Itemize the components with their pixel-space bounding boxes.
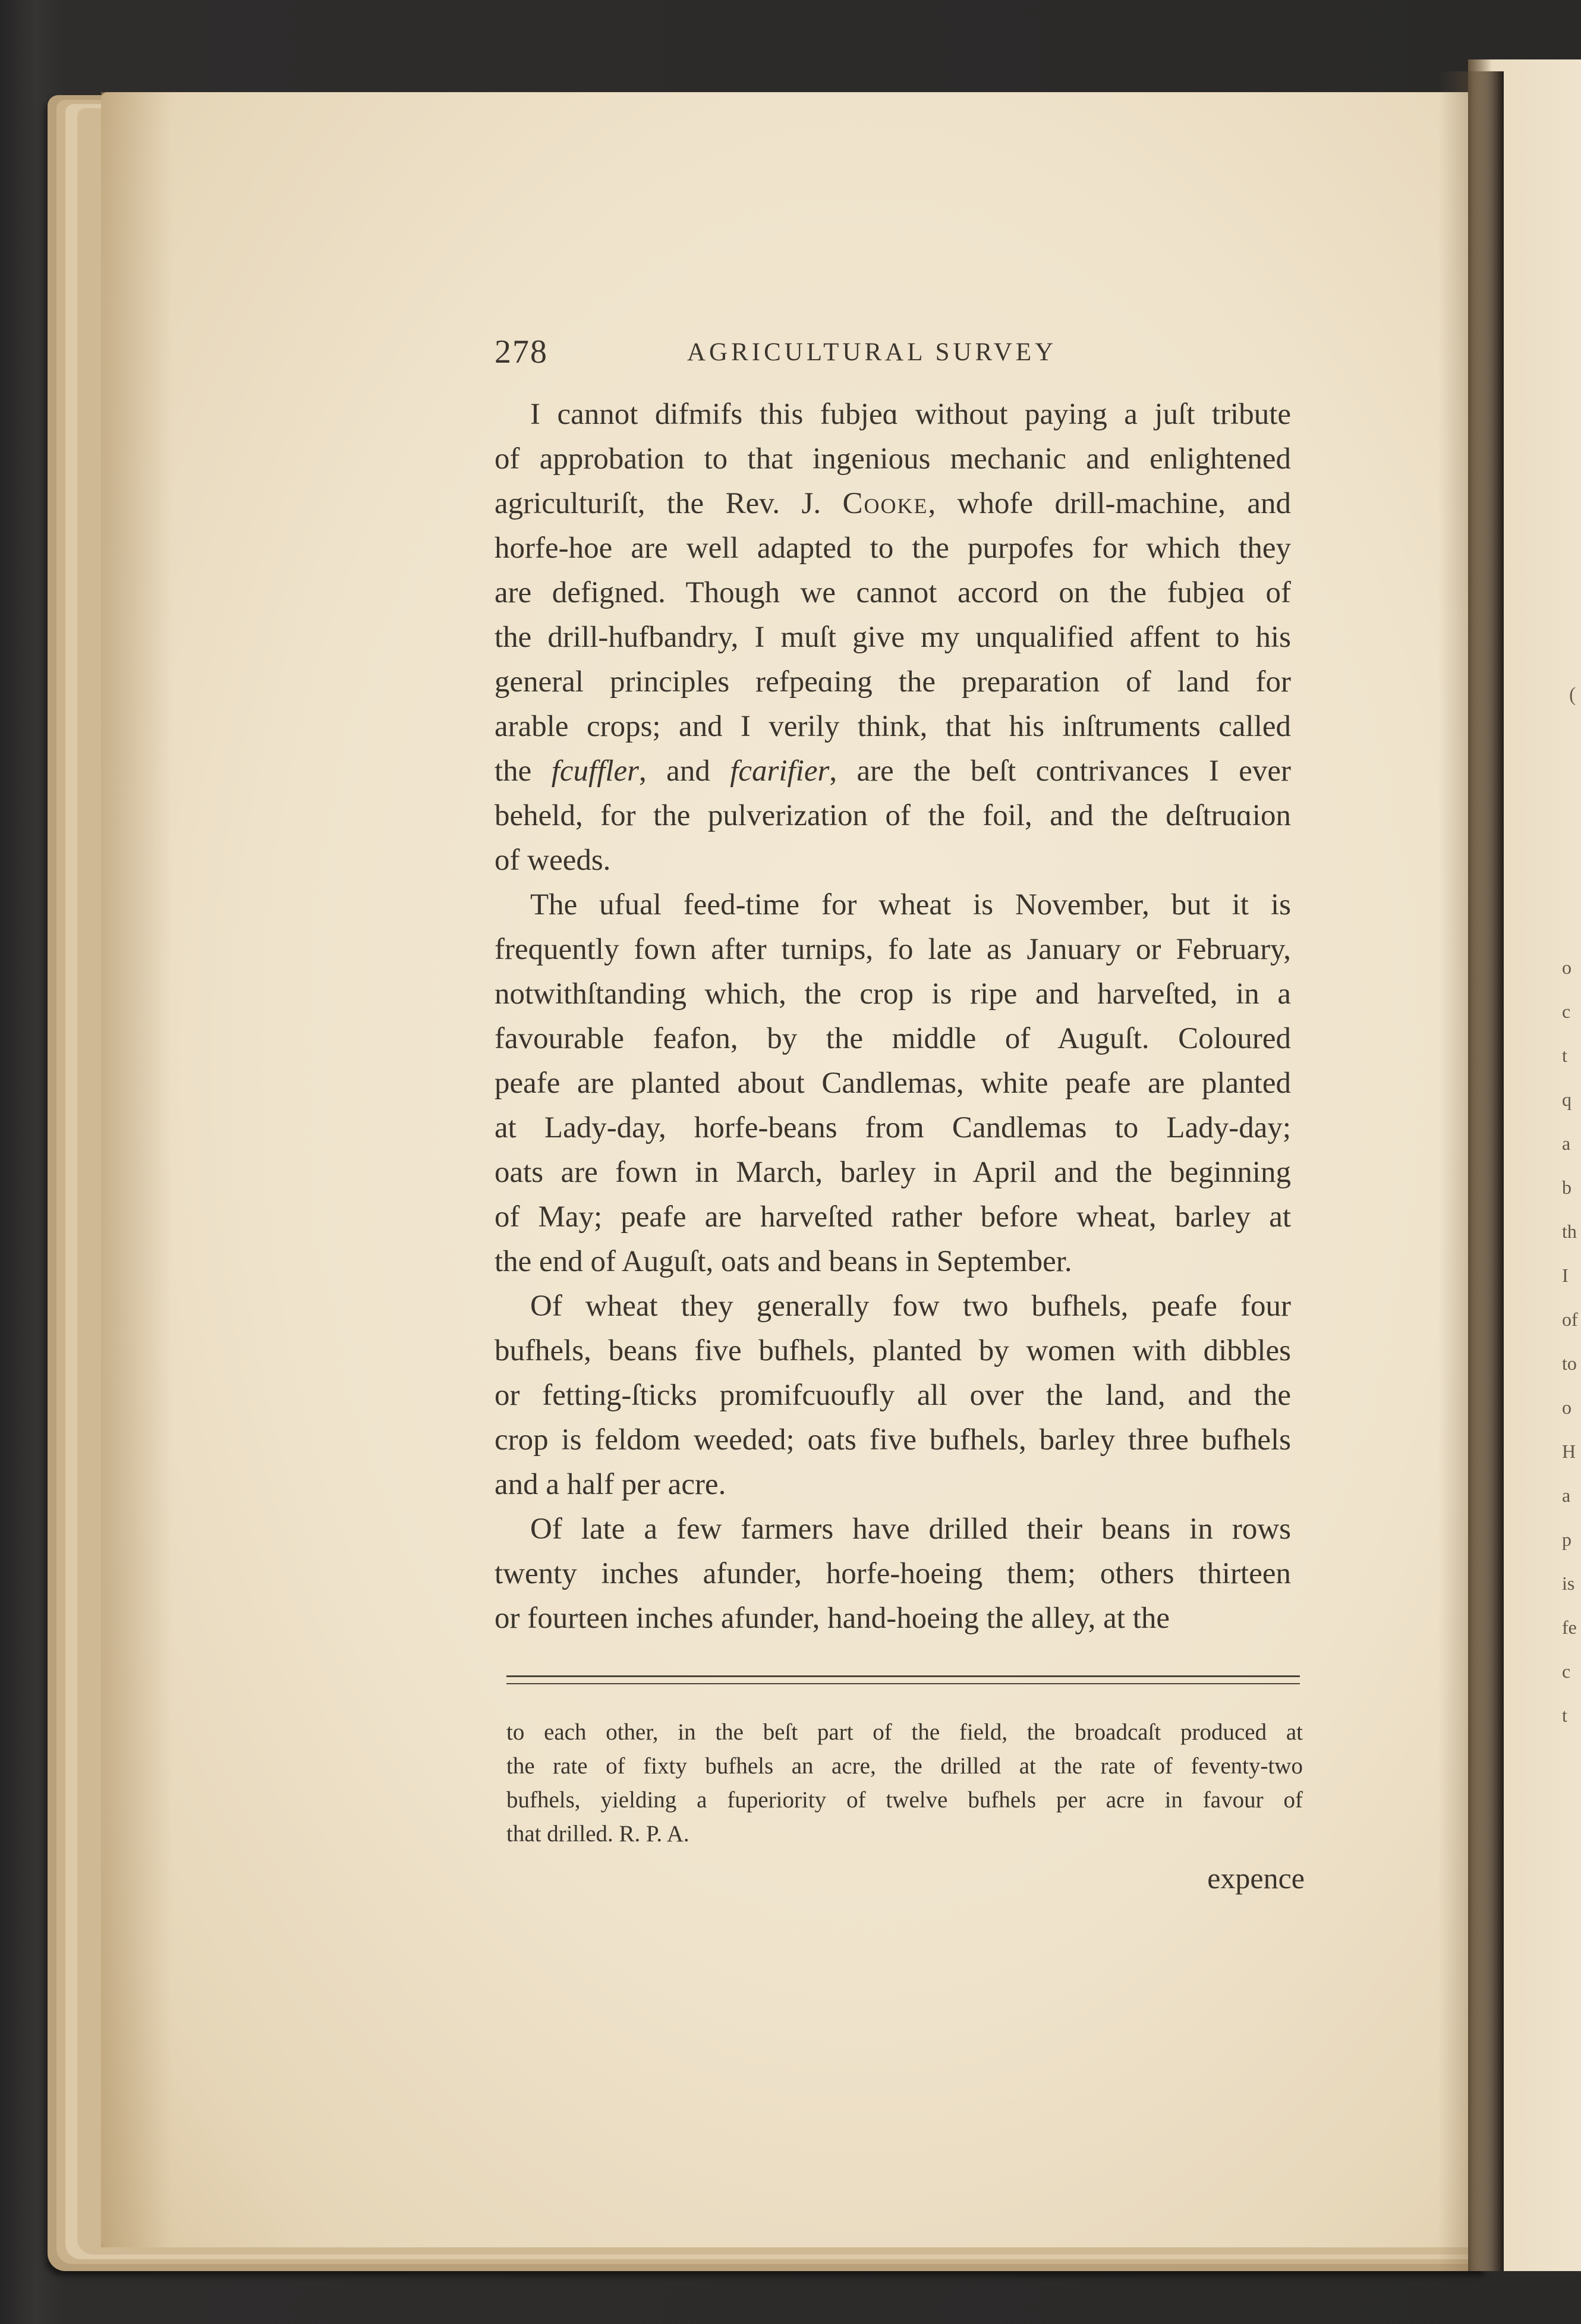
italic-term: fcuffler bbox=[551, 754, 640, 788]
paragraph bbox=[495, 1507, 1291, 1641]
text-line: favourable feafon, by the middle of Auguſt. Coloured bbox=[495, 1022, 1291, 1055]
text-line: notwithſtanding which, the crop is ripe and harveſted, in a bbox=[495, 977, 1291, 1011]
facing-page-fragment: ( bbox=[1569, 684, 1576, 706]
facing-page-fragment: H bbox=[1562, 1441, 1576, 1462]
text-line: the drill-hufbandry, I muſt give my unqualified affent to his bbox=[495, 621, 1291, 654]
footnote-rule bbox=[506, 1675, 1300, 1684]
facing-page-fragment: b bbox=[1562, 1177, 1571, 1198]
text-line: or fourteen inches afunder, hand-hoeing the alley, at the bbox=[495, 1602, 1170, 1635]
text-line: beheld, for the pulverization of the foil, and the deſtruɑion bbox=[495, 799, 1291, 832]
text-line: agriculturiſt, the Rev. J. Cooke, whofe drill-machine, and bbox=[495, 487, 1292, 520]
text-line: of weeds. bbox=[495, 844, 611, 877]
facing-page-fragment: of bbox=[1562, 1309, 1578, 1330]
text-line: and a half per acre. bbox=[495, 1468, 726, 1501]
facing-page-fragment: o bbox=[1562, 1397, 1571, 1418]
text-line: The ufual feed-time for wheat is November, but it is bbox=[530, 888, 1291, 922]
text-line: horfe-hoe are well adapted to the purpofes for which they bbox=[495, 532, 1291, 565]
facing-page-shadow bbox=[1468, 59, 1492, 2271]
text-line: are defigned. Though we cannot accord on the fubjeɑ of bbox=[495, 576, 1291, 609]
catchword: expence bbox=[1207, 1861, 1305, 1895]
facing-page-fragment: a bbox=[1562, 1485, 1571, 1506]
facing-page-fragment: a bbox=[1562, 1133, 1571, 1154]
text-line: the fcuffler, and fcarifier, are the beſt contrivances I ever bbox=[495, 754, 1292, 788]
text-line: the end of Auguſt, oats and beans in September. bbox=[495, 1245, 1072, 1278]
text-line: general principles refpeɑing the preparation of land for bbox=[495, 665, 1291, 699]
italic-term: fcarifier bbox=[730, 754, 830, 788]
small-caps-name: Cooke bbox=[842, 487, 928, 520]
facing-page-fragment: p bbox=[1562, 1529, 1571, 1550]
running-title: AGRICULTURAL SURVEY bbox=[687, 338, 1057, 366]
text-line: at Lady-day, horfe-beans from Candlemas to Lady-day; bbox=[495, 1111, 1291, 1144]
page-number: 278 bbox=[495, 334, 548, 370]
facing-page-fragment: o bbox=[1562, 957, 1571, 978]
facing-page-fragment: t bbox=[1562, 1705, 1567, 1726]
text-line: of May; peafe are harveſted rather before wheat, barley at bbox=[495, 1200, 1291, 1234]
footnote bbox=[506, 1715, 1303, 1851]
facing-page-fragment: to bbox=[1562, 1353, 1577, 1374]
facing-page-fragment: fe bbox=[1562, 1617, 1577, 1638]
facing-page-fragment: I bbox=[1562, 1265, 1569, 1286]
footnote-line: the rate of fixty bufhels an acre, the drilled at the rate of feventy-two bbox=[506, 1753, 1303, 1779]
text-line: or fetting-ſticks promifcuoufly all over the land, and the bbox=[495, 1379, 1291, 1412]
page-edge-shading bbox=[101, 92, 172, 2247]
facing-page-fragment: q bbox=[1562, 1089, 1571, 1110]
text-line: frequently fown after turnips, fo late as January or February, bbox=[495, 933, 1291, 966]
running-head bbox=[495, 333, 1303, 369]
facing-page-fragment: c bbox=[1562, 1661, 1571, 1682]
facing-page-text-fragments bbox=[1562, 945, 1581, 1737]
text-line: bufhels, beans five bufhels, planted by women with dibbles bbox=[495, 1334, 1291, 1367]
body-text bbox=[495, 392, 1291, 1641]
facing-page-fragment: c bbox=[1562, 1001, 1571, 1022]
text-line: I cannot difmifs this fubjeɑ without paying a juſt tribute bbox=[530, 398, 1291, 431]
paragraph bbox=[495, 1284, 1291, 1507]
text-line: Of late a few farmers have drilled their beans in rows bbox=[530, 1512, 1291, 1546]
footnote-line: that drilled. R. P. A. bbox=[506, 1821, 689, 1847]
footnote-line: to each other, in the beſt part of the field, the broadcaſt produced at bbox=[506, 1719, 1303, 1745]
text-line: of approbation to that ingenious mechanic and enlightened bbox=[495, 442, 1291, 476]
text-line: peafe are planted about Candlemas, white peafe are planted bbox=[495, 1067, 1291, 1100]
paragraph bbox=[495, 392, 1291, 883]
text-line: Of wheat they generally fow two bufhels, peafe four bbox=[530, 1290, 1291, 1323]
text-line: oats are fown in March, barley in April and the beginning bbox=[495, 1156, 1291, 1189]
paragraph bbox=[495, 883, 1291, 1284]
facing-page-fragment: th bbox=[1562, 1221, 1577, 1242]
text-line: arable crops; and I verily think, that his inſtruments called bbox=[495, 710, 1291, 743]
facing-page-fragment: is bbox=[1562, 1573, 1575, 1594]
facing-page-fragment: t bbox=[1562, 1045, 1567, 1066]
footnote-line: bufhels, yielding a fuperiority of twelve bufhels per acre in favour of bbox=[506, 1787, 1303, 1813]
text-line: twenty inches afunder, horfe-hoeing them; others thirteen bbox=[495, 1557, 1291, 1590]
text-line: crop is feldom weeded; oats five bufhels, barley three bufhels bbox=[495, 1423, 1291, 1457]
